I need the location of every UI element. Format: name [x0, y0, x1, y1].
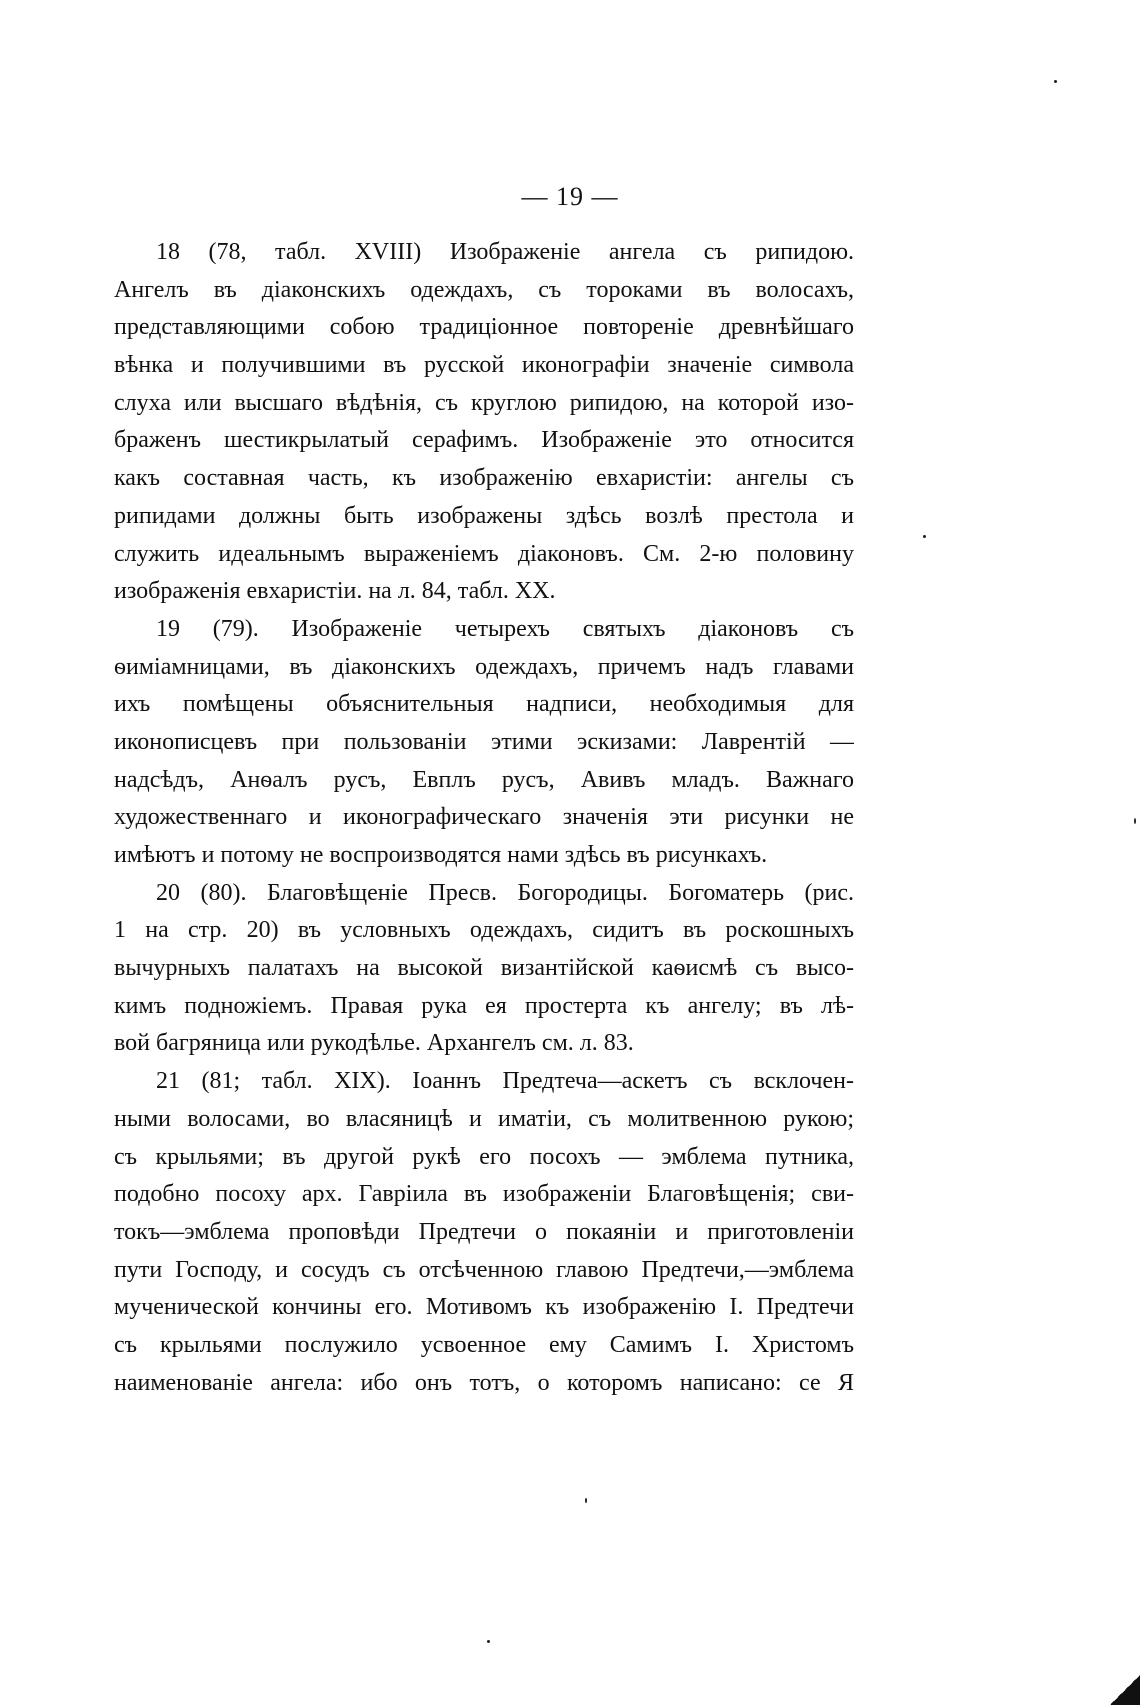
text-line: рипидами должны быть изображены здѣсь возлѣ престола и [114, 502, 854, 529]
body-text [114, 234, 854, 1402]
text-line: наименованіе ангела: ибо онъ тотъ, о которомъ написано: се Я [114, 1369, 854, 1396]
text-line: съ крыльями послужило усвоенное ему Самимъ І. Христомъ [114, 1331, 854, 1358]
text-line: мученической кончины его. Мотивомъ къ изображенію І. Предтечи [114, 1294, 854, 1321]
text-line: кимъ подножіемъ. Правая рука ея простерта къ ангелу; въ лѣ- [114, 992, 854, 1019]
text-line: изображенія евхаристіи. на л. 84, табл. XX. [114, 578, 556, 605]
text-line: 19 (79). Изображеніе четырехъ святыхъ діаконовъ съ [156, 615, 854, 642]
text-line: токъ—эмблема проповѣди Предтечи о покаяніи и приготовленіи [114, 1218, 854, 1245]
text-line: художественнаго и иконографическаго значенія эти рисунки не [114, 804, 854, 831]
text-line: 21 (81; табл. XIX). Іоаннъ Предтеча—аскетъ съ всклочен- [156, 1068, 854, 1095]
text-line: ными волосами, во власяницѣ и иматіи, съ молитвенною рукою; [114, 1105, 854, 1132]
text-line: съ крыльями; въ другой рукѣ его посохъ — эмблема путника, [114, 1143, 854, 1170]
text-line: иконописцевъ при пользованіи этими эскизами: Лаврентій — [114, 728, 854, 755]
text-line: 18 (78, табл. XVIII) Изображеніе ангела съ рипидою. [156, 239, 854, 265]
text-line: слуха или высшаго вѣдѣнія, съ круглою рипидою, на которой изо- [114, 389, 854, 416]
text-line: подобно посоху арх. Гавріила въ изображеніи Благовѣщенія; сви- [114, 1181, 854, 1208]
text-line: вычурныхъ палатахъ на высокой византійской каѳисмѣ съ высо- [114, 955, 854, 982]
page-number: — 19 — [521, 182, 619, 211]
text-line: Ангелъ въ діаконскихъ одеждахъ, съ тороками въ волосахъ, [114, 276, 854, 303]
text-line: надсѣдъ, Анѳалъ русъ, Евплъ русъ, Авивъ младъ. Важнаго [114, 766, 854, 793]
text-line: ѳиміамницами, въ діаконскихъ одеждахъ, причемъ надъ главами [114, 653, 854, 680]
text-line: браженъ шестикрылатый серафимъ. Изображеніе это относится [114, 427, 854, 454]
text-line: 1 на стр. 20) въ условныхъ одеждахъ, сидитъ въ роскошныхъ [114, 917, 854, 944]
text-line: ихъ помѣщены объяснительныя надписи, необходимыя для [114, 691, 854, 718]
text-line: вой багряница или рукодѣлье. Архангелъ см. л. 83. [114, 1030, 634, 1057]
scan-speck [1054, 80, 1057, 83]
text-line: представляющими собою традиціонное повтореніе древнѣйшаго [114, 314, 854, 341]
paragraph-20 [114, 875, 854, 1063]
scan-speck [1134, 818, 1136, 824]
scan-speck [923, 535, 926, 538]
scan-speck [487, 1640, 490, 1643]
text-line: служить идеальнымъ выраженіемъ діаконовъ. См. 2-ю половину [114, 540, 854, 567]
paragraph-19 [114, 611, 854, 875]
text-line: пути Господу, и сосудъ съ отсѣченною главою Предтечи,—эмблема [114, 1256, 854, 1283]
text-line: 20 (80). Благовѣщеніе Пресв. Богородицы. Богоматерь (рис. [156, 879, 854, 906]
scan-edge-mark [1110, 1675, 1140, 1705]
text-line: имѣютъ и потому не воспроизводятся нами здѣсь въ рисункахъ. [114, 842, 768, 868]
paragraph-21 [114, 1063, 854, 1402]
text-line: вѣнка и получившими въ русской иконографіи значеніе символа [114, 352, 854, 379]
scan-speck [585, 1498, 587, 1503]
text-line: какъ составная часть, къ изображенію евхаристіи: ангелы съ [114, 465, 854, 492]
paragraph-18 [114, 234, 854, 611]
